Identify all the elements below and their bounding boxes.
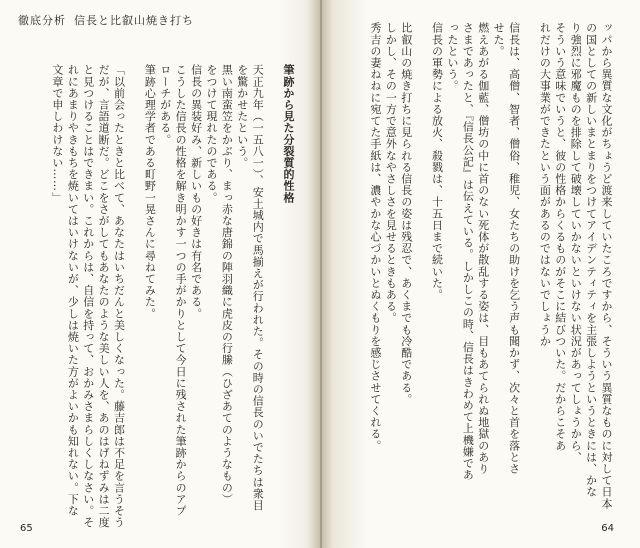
text-line: 天正九年（一五八一）、安土城内で馬揃えが行われた。その時の信長のいでたちは衆目: [251, 64, 265, 511]
text-line: 比叡山の焼き打ちに見られる信長の姿は残忍で、あくまでも冷酷である。: [399, 22, 413, 405]
text-line: を驚かせたという。: [235, 64, 249, 169]
text-line: 信長の軍勢による放火、殺戮は、十五日まで続いた。: [430, 22, 444, 301]
text-line: をつけて現れたのである。: [204, 64, 218, 204]
text-line: の国としての新しいまとまりをつけてアイデンティティを主張しようというときには、かな: [584, 22, 598, 498]
text-line: ったという。: [445, 22, 459, 92]
text-line: そういう意味でいうと、彼の性格からくるものがそこに結びついた。だからこそあ: [553, 22, 567, 452]
text-line: 黒い南蛮笠をかぶり、まっ赤な唐錦の陣羽織に虎皮の行縢（ひざあてのようなもの）: [220, 64, 234, 505]
running-header: [18, 12, 194, 28]
right-body-text: [368, 22, 615, 510]
text-line: れだけの大事業ができたという面があるのではないでしょうか: [538, 22, 552, 347]
quote-line: だが、言語道断だ。どこをさがしてもあなたのような美しい人を、あのはげねずみは二度: [97, 64, 111, 528]
book-gutter: [308, 0, 334, 548]
text-line: 信長の異装好み、新しいもの好きは有名である。: [189, 64, 203, 320]
header-section: 徹底分析: [18, 14, 66, 27]
right-page: [320, 0, 640, 548]
text-line: 秀吉の妻ねねに宛てた手紙は、濃やかな心づかいとぬくもりを感じさせてくれる。: [368, 22, 382, 452]
text-line: 筆跡心理学者である町野一晃さんに尋ねてみた。: [143, 64, 157, 320]
section-heading: 筆跡から見た分裂質的性格: [282, 64, 295, 204]
text-line: り強烈に邪魔ものを排除して破壊していかないといけない状況があってしょうから、: [569, 22, 583, 463]
quote-line: 「以前会ったときと比べて、あなたはいちだんと美しくなった。藤吉郎は不足を言うそう: [112, 64, 126, 528]
text-line: しかし、その一方で意外なやさしさを見せるときもある。: [384, 22, 398, 324]
quote-line: 文章で申しわけない……」: [50, 64, 64, 204]
left-page: [0, 0, 318, 548]
text-line: さまであったと、『信長公記』は伝えている。しかしこの時、信長はきわめて上機嫌であ: [461, 22, 475, 481]
left-body-text: [50, 64, 297, 528]
quote-line: れにあまりやきもちを焼いてはいけないが、少しは焼いた方がよいかも知れない。下な: [66, 64, 80, 517]
text-line: ッパから異質な文化がちょうど渡来していたころですから、そういう異質なものに対して日本: [600, 22, 613, 510]
page-number-right: 64: [601, 523, 614, 534]
text-line: 信長は、高僧、智者、僧俗、稚児、女たちの助けを乞う声も聞かず、次々と首を落とさ: [507, 22, 521, 475]
quote-line: と見つけることはできまい。これからは、自信を持って、おかみさまらしくしなさい。そ: [81, 64, 95, 528]
text-line: 燃えあがる伽藍、僧坊の中に首のない死体が散乱する姿は、目もあてられぬ地獄のあり: [476, 22, 490, 475]
text-line: せた。: [492, 22, 506, 57]
page-number-left: 65: [20, 523, 33, 534]
text-line: ローチがある。: [158, 64, 172, 146]
text-line: こうした信長の性格を解き明かす一つの手がかりとして今日に残された筆跡からのアプ: [174, 64, 188, 517]
header-chapter-title: 信長と比叡山焼き打ち: [74, 14, 194, 27]
